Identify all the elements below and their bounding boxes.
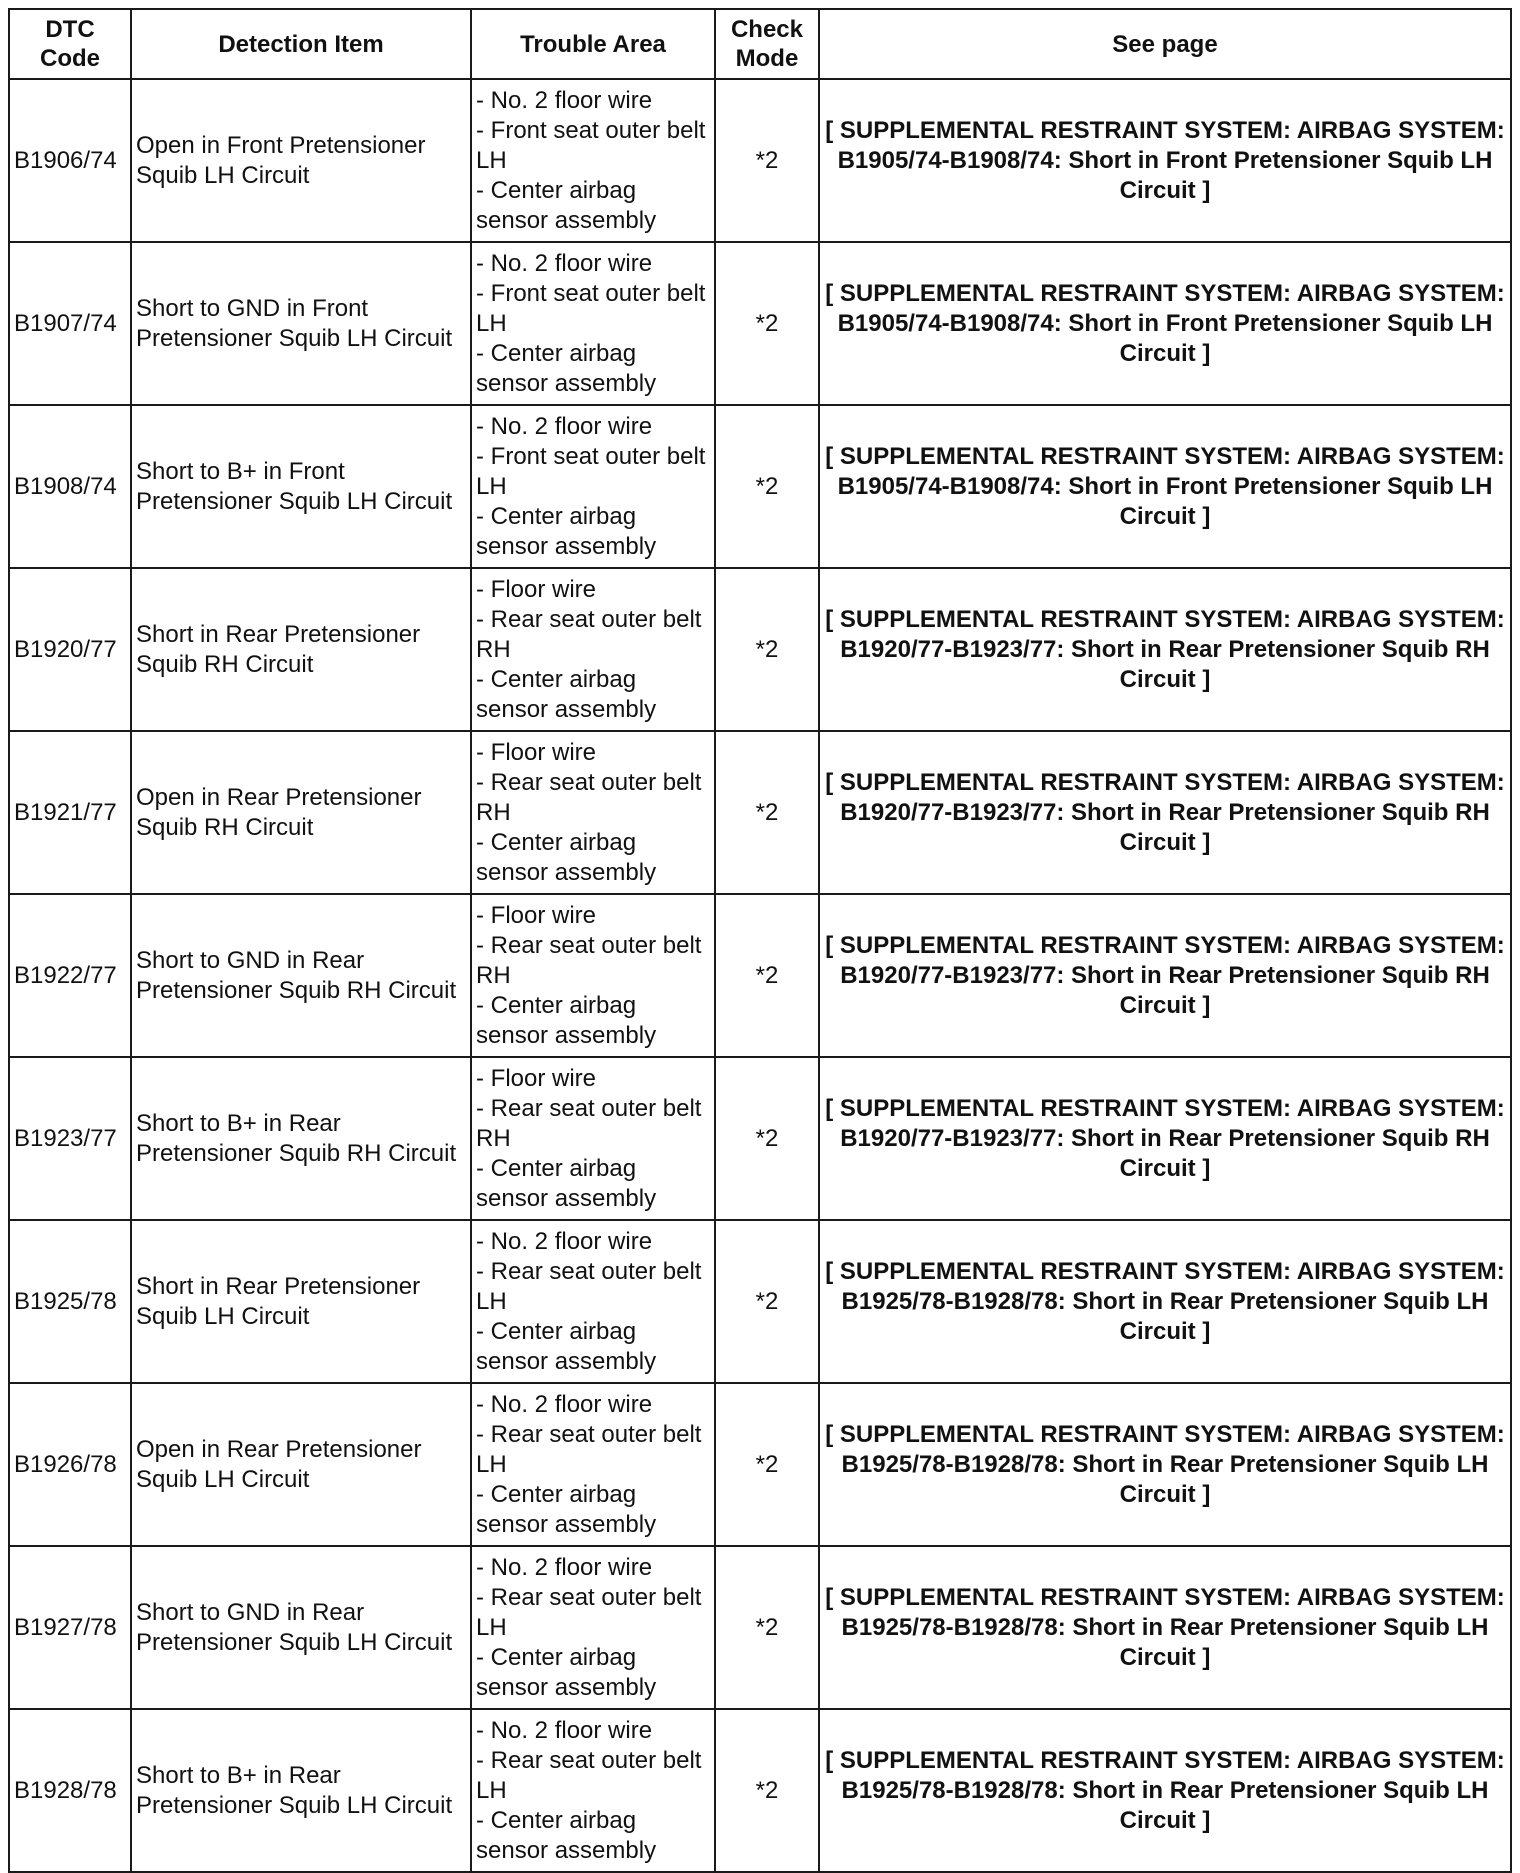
- header-see-page: See page: [819, 9, 1511, 79]
- table-row: [9, 1709, 1511, 1872]
- see-page-link[interactable]: [ SUPPLEMENTAL RESTRAINT SYSTEM: AIRBAG SYSTEM: B1920/77-B1923/77: Short in Rear Pretensioner Squib RH Circuit ]: [819, 568, 1511, 731]
- see-page-link[interactable]: [ SUPPLEMENTAL RESTRAINT SYSTEM: AIRBAG SYSTEM: B1925/78-B1928/78: Short in Rear Pretensioner Squib LH Circuit ]: [819, 1220, 1511, 1383]
- detection-item-cell: Short to B+ in Rear Pretensioner Squib LH Circuit: [131, 1709, 471, 1872]
- dtc-table: [8, 8, 1512, 1873]
- dtc-code-cell: B1928/78: [9, 1709, 131, 1872]
- header-trouble-area: Trouble Area: [471, 9, 715, 79]
- see-page-link[interactable]: [ SUPPLEMENTAL RESTRAINT SYSTEM: AIRBAG SYSTEM: B1920/77-B1923/77: Short in Rear Pretensioner Squib RH Circuit ]: [819, 894, 1511, 1057]
- see-page-link[interactable]: [ SUPPLEMENTAL RESTRAINT SYSTEM: AIRBAG SYSTEM: B1905/74-B1908/74: Short in Front Pretensioner Squib LH Circuit ]: [819, 79, 1511, 242]
- detection-item-cell: Short in Rear Pretensioner Squib LH Circuit: [131, 1220, 471, 1383]
- detection-item-cell: Short in Rear Pretensioner Squib RH Circuit: [131, 568, 471, 731]
- dtc-code-cell: B1927/78: [9, 1546, 131, 1709]
- table-body: [9, 79, 1511, 1872]
- table-header-row: [9, 9, 1511, 79]
- dtc-code-cell: B1926/78: [9, 1383, 131, 1546]
- trouble-area-cell: - Floor wire - Rear seat outer belt RH - Center airbag sensor assembly: [471, 1057, 715, 1220]
- table-row: [9, 1383, 1511, 1546]
- detection-item-cell: Short to B+ in Front Pretensioner Squib LH Circuit: [131, 405, 471, 568]
- trouble-area-cell: - No. 2 floor wire - Front seat outer belt LH - Center airbag sensor assembly: [471, 242, 715, 405]
- check-mode-cell: *2: [715, 1220, 819, 1383]
- see-page-link[interactable]: [ SUPPLEMENTAL RESTRAINT SYSTEM: AIRBAG SYSTEM: B1925/78-B1928/78: Short in Rear Pretensioner Squib LH Circuit ]: [819, 1546, 1511, 1709]
- dtc-code-cell: B1907/74: [9, 242, 131, 405]
- dtc-code-cell: B1906/74: [9, 79, 131, 242]
- dtc-code-cell: B1922/77: [9, 894, 131, 1057]
- dtc-code-cell: B1923/77: [9, 1057, 131, 1220]
- trouble-area-cell: - No. 2 floor wire - Front seat outer belt LH - Center airbag sensor assembly: [471, 79, 715, 242]
- trouble-area-cell: - No. 2 floor wire - Rear seat outer belt LH - Center airbag sensor assembly: [471, 1709, 715, 1872]
- table-row: [9, 242, 1511, 405]
- detection-item-cell: Short to GND in Rear Pretensioner Squib RH Circuit: [131, 894, 471, 1057]
- detection-item-cell: Short to GND in Rear Pretensioner Squib LH Circuit: [131, 1546, 471, 1709]
- check-mode-cell: *2: [715, 1057, 819, 1220]
- table-row: [9, 79, 1511, 242]
- dtc-code-cell: B1908/74: [9, 405, 131, 568]
- detection-item-cell: Open in Rear Pretensioner Squib LH Circuit: [131, 1383, 471, 1546]
- detection-item-cell: Open in Front Pretensioner Squib LH Circuit: [131, 79, 471, 242]
- trouble-area-cell: - No. 2 floor wire - Front seat outer belt LH - Center airbag sensor assembly: [471, 405, 715, 568]
- detection-item-cell: Short to B+ in Rear Pretensioner Squib RH Circuit: [131, 1057, 471, 1220]
- check-mode-cell: *2: [715, 242, 819, 405]
- table-row: [9, 1057, 1511, 1220]
- header-check-mode: Check Mode: [715, 9, 819, 79]
- dtc-code-cell: B1925/78: [9, 1220, 131, 1383]
- trouble-area-cell: - Floor wire - Rear seat outer belt RH - Center airbag sensor assembly: [471, 894, 715, 1057]
- check-mode-cell: *2: [715, 1546, 819, 1709]
- dtc-code-cell: B1920/77: [9, 568, 131, 731]
- see-page-link[interactable]: [ SUPPLEMENTAL RESTRAINT SYSTEM: AIRBAG SYSTEM: B1905/74-B1908/74: Short in Front Pretensioner Squib LH Circuit ]: [819, 405, 1511, 568]
- table-row: [9, 405, 1511, 568]
- table-row: [9, 568, 1511, 731]
- table-row: [9, 1220, 1511, 1383]
- dtc-code-cell: B1921/77: [9, 731, 131, 894]
- detection-item-cell: Open in Rear Pretensioner Squib RH Circuit: [131, 731, 471, 894]
- check-mode-cell: *2: [715, 79, 819, 242]
- trouble-area-cell: - Floor wire - Rear seat outer belt RH - Center airbag sensor assembly: [471, 568, 715, 731]
- trouble-area-cell: - No. 2 floor wire - Rear seat outer belt LH - Center airbag sensor assembly: [471, 1546, 715, 1709]
- check-mode-cell: *2: [715, 731, 819, 894]
- table-row: [9, 731, 1511, 894]
- check-mode-cell: *2: [715, 894, 819, 1057]
- header-detection-item: Detection Item: [131, 9, 471, 79]
- trouble-area-cell: - Floor wire - Rear seat outer belt RH - Center airbag sensor assembly: [471, 731, 715, 894]
- see-page-link[interactable]: [ SUPPLEMENTAL RESTRAINT SYSTEM: AIRBAG SYSTEM: B1925/78-B1928/78: Short in Rear Pretensioner Squib LH Circuit ]: [819, 1383, 1511, 1546]
- trouble-area-cell: - No. 2 floor wire - Rear seat outer belt LH - Center airbag sensor assembly: [471, 1220, 715, 1383]
- check-mode-cell: *2: [715, 405, 819, 568]
- trouble-area-cell: - No. 2 floor wire - Rear seat outer belt LH - Center airbag sensor assembly: [471, 1383, 715, 1546]
- check-mode-cell: *2: [715, 568, 819, 731]
- check-mode-cell: *2: [715, 1383, 819, 1546]
- see-page-link[interactable]: [ SUPPLEMENTAL RESTRAINT SYSTEM: AIRBAG SYSTEM: B1905/74-B1908/74: Short in Front Pretensioner Squib LH Circuit ]: [819, 242, 1511, 405]
- detection-item-cell: Short to GND in Front Pretensioner Squib LH Circuit: [131, 242, 471, 405]
- table-row: [9, 1546, 1511, 1709]
- header-dtc-code: DTC Code: [9, 9, 131, 79]
- check-mode-cell: *2: [715, 1709, 819, 1872]
- see-page-link[interactable]: [ SUPPLEMENTAL RESTRAINT SYSTEM: AIRBAG SYSTEM: B1925/78-B1928/78: Short in Rear Pretensioner Squib LH Circuit ]: [819, 1709, 1511, 1872]
- table-row: [9, 894, 1511, 1057]
- see-page-link[interactable]: [ SUPPLEMENTAL RESTRAINT SYSTEM: AIRBAG SYSTEM: B1920/77-B1923/77: Short in Rear Pretensioner Squib RH Circuit ]: [819, 1057, 1511, 1220]
- see-page-link[interactable]: [ SUPPLEMENTAL RESTRAINT SYSTEM: AIRBAG SYSTEM: B1920/77-B1923/77: Short in Rear Pretensioner Squib RH Circuit ]: [819, 731, 1511, 894]
